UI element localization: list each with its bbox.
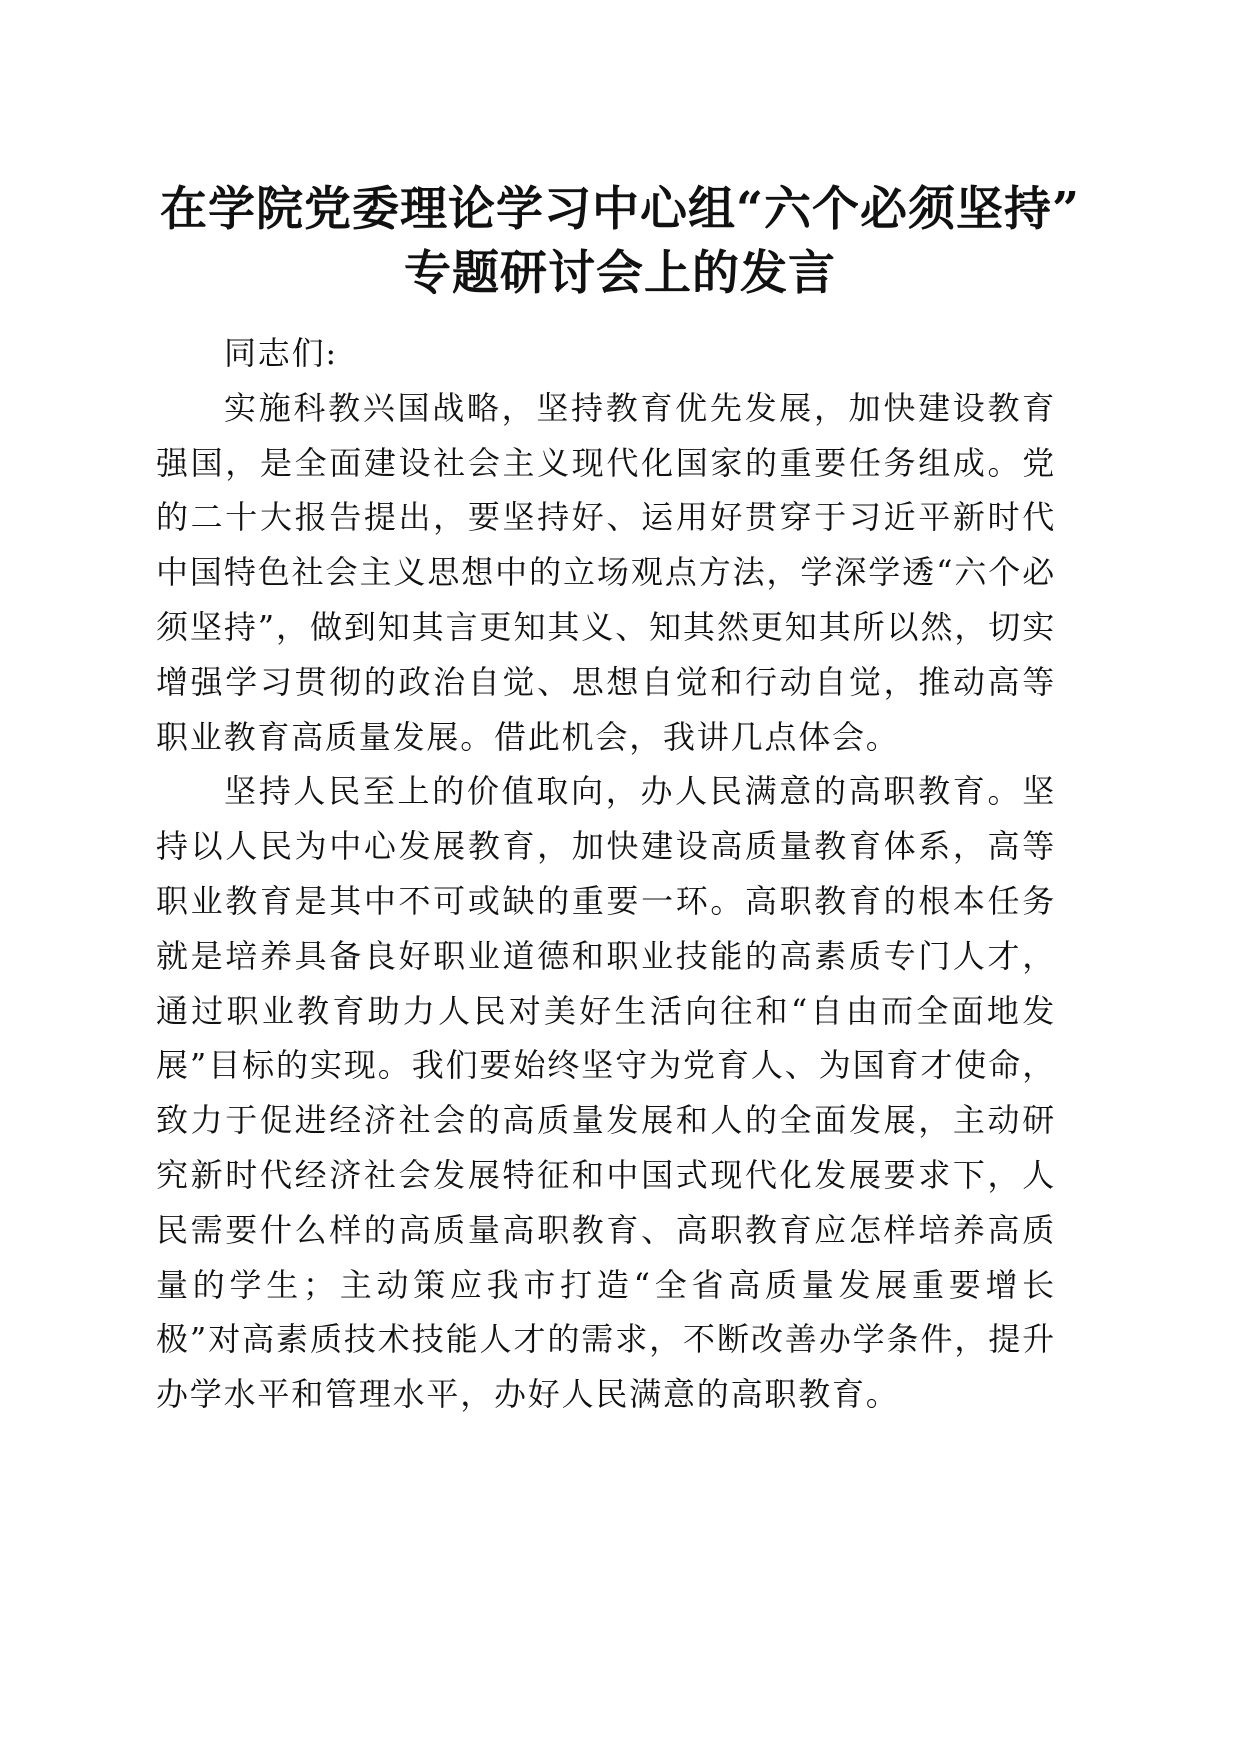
title-line-2: 专题研讨会上的发言 xyxy=(404,246,836,301)
document-body xyxy=(156,326,1056,1422)
paragraph: 坚持人民至上的价值取向，办人民满意的高职教育。坚持以人民为中心发展教育，加快建设高质量教育体系，高等职业教育是其中不可或缺的重要一环。高职教育的根本任务就是培养具备良好职业道德和职业技能的高素质专门人才，通过职业教育助力人民对美好生活向往和“自由而全面地发展”目标的实现。我们要始终坚守为党育人、为国育才使命，致力于促进经济社会的高质量发展和人的全面发展，主动研究新时代经济社会发展特征和中国式现代化发展要求下，人民需要什么样的高质量高职教育、高职教育应怎样培养高质量的学生；主动策应我市打造“全省高质量发展重要增长极”对高素质技术技能人才的需求，不断改善办学条件，提升办学水平和管理水平，办好人民满意的高职教育。 xyxy=(156,772,1056,1414)
document-title xyxy=(130,178,1110,306)
salutation: 同志们: xyxy=(224,334,338,372)
paragraph: 实施科教兴国战略，坚持教育优先发展，加快建设教育强国，是全面建设社会主义现代化国家的重要任务组成。党的二十大报告提出，要坚持好、运用好贯穿于习近平新时代中国特色社会主义思想中的立场观点方法，学深学透“六个必须坚持”，做到知其言更知其义、知其然更知其所以然，切实增强学习贯彻的政治自觉、思想自觉和行动自觉，推动高等职业教育高质量发展。借此机会，我讲几点体会。 xyxy=(156,388,1056,756)
title-line-1: 在学院党委理论学习中心组“六个必须坚持” xyxy=(159,182,1081,237)
